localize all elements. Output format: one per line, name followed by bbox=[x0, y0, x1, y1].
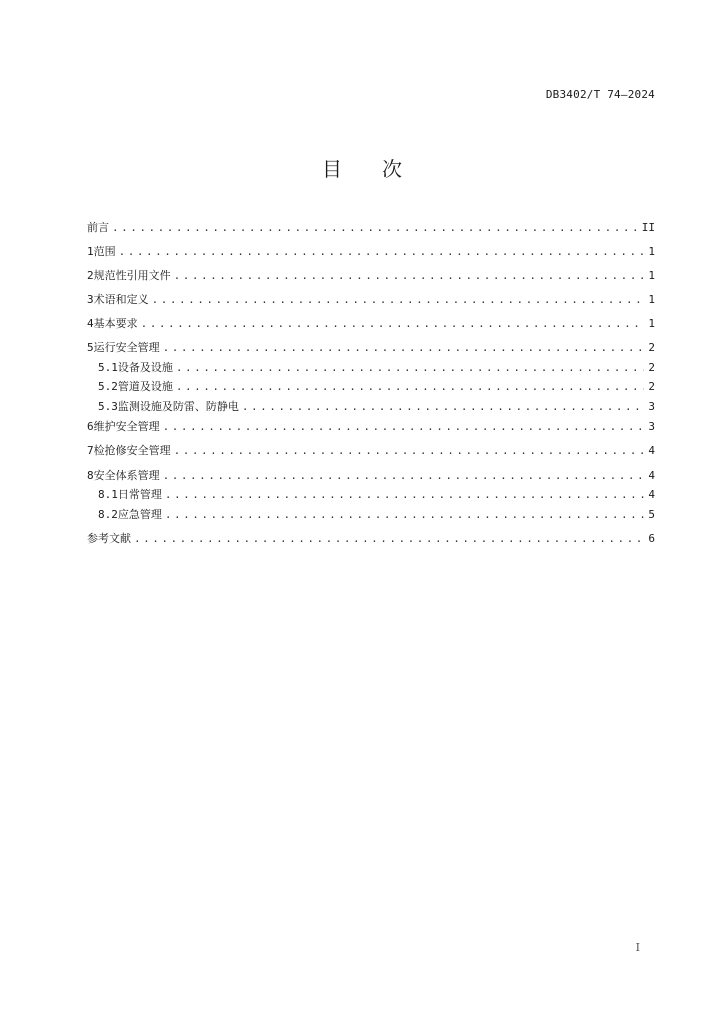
toc-entry-number: 5.1 bbox=[98, 361, 118, 374]
toc-entry-page: 3 bbox=[648, 400, 655, 413]
toc-entry-page: 6 bbox=[648, 532, 655, 545]
toc-entry-page: 1 bbox=[648, 269, 655, 282]
toc-entry[interactable] bbox=[87, 267, 655, 283]
toc-entry-page: 5 bbox=[648, 508, 655, 521]
toc-leader-dots bbox=[112, 221, 639, 234]
toc-entry-label: 日常管理 bbox=[117, 488, 162, 501]
document-code: DB3402/T 74—2024 bbox=[545, 88, 655, 101]
toc-entry-number: 4 bbox=[87, 317, 94, 330]
toc-leader-dots bbox=[242, 400, 644, 413]
toc-entry[interactable] bbox=[87, 467, 655, 483]
title-char-1: 目 bbox=[322, 157, 342, 181]
toc-entry-label: 管道及设施 bbox=[117, 380, 173, 393]
toc-entry-number: 1 bbox=[87, 245, 94, 258]
toc-entry-label: 范围 bbox=[93, 245, 116, 258]
toc-entry-page: 4 bbox=[648, 488, 655, 501]
toc-entry[interactable] bbox=[87, 291, 655, 307]
toc-leader-dots bbox=[176, 380, 644, 393]
toc-entry-number: 8.1 bbox=[98, 488, 118, 501]
toc-entry-label: 维护安全管理 bbox=[93, 420, 160, 433]
toc-entry[interactable] bbox=[87, 359, 655, 375]
toc-leader-dots bbox=[165, 488, 644, 501]
toc-leader-dots bbox=[163, 420, 644, 433]
toc-entry-page: 1 bbox=[648, 245, 655, 258]
toc-entry[interactable] bbox=[87, 378, 655, 394]
toc-entry[interactable] bbox=[87, 506, 655, 522]
toc-entry-label: 检抢修安全管理 bbox=[93, 444, 171, 457]
toc-entry-number: 8.2 bbox=[98, 508, 118, 521]
toc-leader-dots bbox=[176, 361, 644, 374]
toc-entry-label: 运行安全管理 bbox=[93, 341, 160, 354]
toc-entry-number: 8 bbox=[87, 469, 94, 482]
toc-entry-page: II bbox=[641, 221, 655, 234]
toc-entry-label: 规范性引用文件 bbox=[93, 269, 171, 282]
toc-entry[interactable] bbox=[87, 243, 655, 259]
toc-leader-dots bbox=[152, 293, 644, 306]
toc-entry[interactable] bbox=[87, 530, 655, 546]
toc-entry[interactable] bbox=[87, 398, 655, 414]
toc-entry-number: 5.2 bbox=[98, 380, 118, 393]
toc-entry-number: 2 bbox=[87, 269, 94, 282]
toc-entry-label: 设备及设施 bbox=[117, 361, 173, 374]
toc-entry-page: 4 bbox=[648, 444, 655, 457]
toc-entry-page: 4 bbox=[648, 469, 655, 482]
toc-entry[interactable] bbox=[87, 486, 655, 502]
toc-entry-page: 2 bbox=[648, 341, 655, 354]
toc-leader-dots bbox=[174, 269, 644, 282]
toc-entry-label: 应急管理 bbox=[117, 508, 162, 521]
toc-leader-dots bbox=[163, 341, 644, 354]
toc-entry-label: 前言 bbox=[87, 221, 109, 234]
toc-leader-dots bbox=[163, 469, 644, 482]
toc-entry[interactable] bbox=[87, 418, 655, 434]
toc-leader-dots bbox=[134, 532, 644, 545]
toc-entry[interactable] bbox=[87, 339, 655, 355]
toc-entry-number: 3 bbox=[87, 293, 94, 306]
toc-entry[interactable] bbox=[87, 315, 655, 331]
toc-entry[interactable] bbox=[87, 219, 655, 235]
toc-entry-page: 2 bbox=[648, 361, 655, 374]
toc-entry-page: 3 bbox=[648, 420, 655, 433]
toc-entry-page: 2 bbox=[648, 380, 655, 393]
toc-entry-number: 5.3 bbox=[98, 400, 118, 413]
toc-entry-label: 安全体系管理 bbox=[93, 469, 160, 482]
toc-leader-dots bbox=[174, 444, 644, 457]
toc-entry-number: 5 bbox=[87, 341, 94, 354]
toc-leader-dots bbox=[165, 508, 644, 521]
page-title bbox=[0, 153, 724, 182]
title-char-2: 次 bbox=[382, 157, 402, 181]
toc-entry-label: 监测设施及防雷、防静电 bbox=[117, 400, 239, 413]
toc-entry-label: 基本要求 bbox=[93, 317, 138, 330]
page-number: I bbox=[635, 941, 640, 954]
toc-entry[interactable] bbox=[87, 442, 655, 458]
toc-leader-dots bbox=[119, 245, 644, 258]
toc-entry-page: 1 bbox=[648, 317, 655, 330]
toc-entry-label: 术语和定义 bbox=[93, 293, 149, 306]
toc-entry-number: 6 bbox=[87, 420, 94, 433]
toc-leader-dots bbox=[141, 317, 644, 330]
toc-entry-page: 1 bbox=[648, 293, 655, 306]
toc-entry-number: 7 bbox=[87, 444, 94, 457]
toc-entry-label: 参考文献 bbox=[87, 532, 131, 545]
